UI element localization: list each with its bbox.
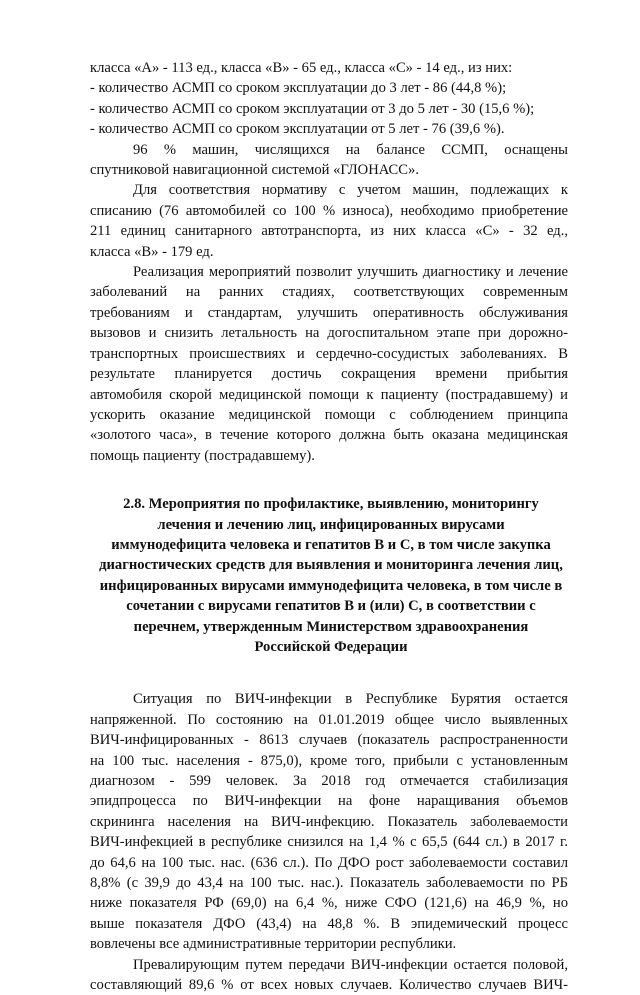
text-line: вызовов и снизить летальность на догоспитальном этапе при дорожно-	[90, 325, 568, 342]
section-heading	[90, 494, 568, 657]
text-line: Для соответствия нормативу с учетом машин, подлежащих к	[133, 182, 568, 199]
paragraph-implementation	[90, 262, 568, 466]
text-line: эпидпроцесса по ВИЧ-инфекции на фоне наращивания объемов	[90, 793, 568, 810]
text-line: заболеваний на ранних стадиях, соответствующих современным	[90, 284, 568, 301]
heading-line: диагностических средств для выявления и мониторинга лечения лиц,	[99, 557, 563, 574]
paragraph-vehicle-classes	[90, 58, 568, 140]
text-line: - количество АСМП со сроком эксплуатации от 5 лет - 76 (39,6 %).	[90, 121, 505, 138]
paragraph-fleet-replacement	[90, 180, 568, 262]
text-line: выше показателя ДФО (43,4) на 48,8 %. В эпидемический процесс	[90, 915, 568, 932]
text-line: Превалирующим путем передачи ВИЧ-инфекции остается половой,	[133, 956, 568, 973]
text-line: результате планируется достичь сокращения времени прибытия	[90, 366, 568, 383]
text-line: Реализация мероприятий позволит улучшить диагностику и лечение	[133, 264, 568, 281]
text-line: транспортных происшествиях и сердечно-сосудистых заболеваниях. В	[90, 345, 568, 362]
text-line: 96 % машин, числящихся на балансе ССМП, оснащены	[133, 141, 568, 158]
heading-line: инфицированных вирусами иммунодефицита человека, в том числе в	[99, 577, 563, 594]
text-line: до 64,6 на 100 тыс. нас. (636 сл.). По ДФО рост заболеваемости составил	[90, 854, 568, 871]
text-line: ВИЧ-инфицированных - 8613 случаев (показатель распространенности	[90, 732, 568, 749]
text-line: скрининга населения на ВИЧ-инфекцию. Показатель заболеваемости	[90, 813, 568, 830]
text-line: спутниковой навигационной системой «ГЛОНАСС».	[90, 162, 419, 179]
text-line: помощь пациенту (пострадавшему).	[90, 447, 315, 464]
text-line: - количество АСМП со сроком эксплуатации от 3 до 5 лет - 30 (15,6 %);	[90, 100, 535, 117]
paragraph-glonass	[90, 140, 568, 181]
paragraph-transmission	[90, 955, 568, 995]
heading-line: лечения и лечению лиц, инфицированных вирусами	[157, 516, 505, 533]
text-line: требованиям и стандартам, улучшить оперативность обслуживания	[90, 304, 568, 321]
text-line: вовлечены все административные территории республики.	[90, 936, 457, 953]
paragraph-hiv-situation	[90, 689, 568, 954]
text-line: на 100 тыс. населения - 875,0), кроме того, прибыли с установленным	[90, 752, 568, 769]
text-line: класса «А» - 113 ед., класса «В» - 65 ед., класса «С» - 14 ед., из них:	[90, 60, 513, 76]
text-line: составляющий 89,6 % от всех новых случаев. Количество случаев ВИЧ-	[90, 977, 568, 994]
text-line: «золотого часа», в течение которого должна быть оказана медицинская	[90, 427, 568, 444]
text-line: 8,8% (с 39,9 до 43,4 на 100 тыс. нас.). Показатель заболеваемости по РБ	[90, 875, 568, 892]
text-line: ниже показателя РФ (69,0) на 6,4 %, ниже СФО (121,6) на 46,9 %, но	[90, 895, 568, 912]
text-line: Ситуация по ВИЧ-инфекции в Республике Бурятия остается	[133, 691, 568, 708]
heading-line: 2.8. Мероприятия по профилактике, выявлению, мониторингу	[123, 496, 539, 513]
text-line: диагнозом - 599 человек. За 2018 год отмечается стабилизация	[90, 773, 568, 789]
heading-line: сочетании с вирусами гепатитов B и (или) C, в соответствии с	[126, 598, 536, 615]
heading-line: иммунодефицита человека и гепатитов B и C, в том числе закупка	[111, 536, 551, 553]
text-line: 211 единиц санитарного автотранспорта, из них класса «С» - 32 ед.,	[90, 223, 568, 240]
heading-line: Российской Федерации	[254, 638, 408, 655]
text-line: автомобиля скорой медицинской помощи к пациенту (пострадавшему) и	[90, 386, 568, 403]
text-line: ускорить оказание медицинской помощи с соблюдением принципа	[90, 406, 568, 423]
text-line: списанию (76 автомобилей со 100 % износа), необходимо приобретение	[90, 202, 568, 219]
heading-line: перечнем, утвержденным Министерством здравоохранения	[133, 618, 529, 635]
text-line: класса «В» - 179 ед.	[90, 243, 214, 260]
text-line: напряженной. По состоянию на 01.01.2019 общее число выявленных	[90, 711, 568, 728]
text-line: ВИЧ-инфекцией в республике снизился на 1,4 % с 65,5 (644 сл.) в 2017 г.	[90, 834, 568, 851]
text-line: - количество АСМП со сроком эксплуатации до 3 лет - 86 (44,8 %);	[90, 80, 507, 97]
